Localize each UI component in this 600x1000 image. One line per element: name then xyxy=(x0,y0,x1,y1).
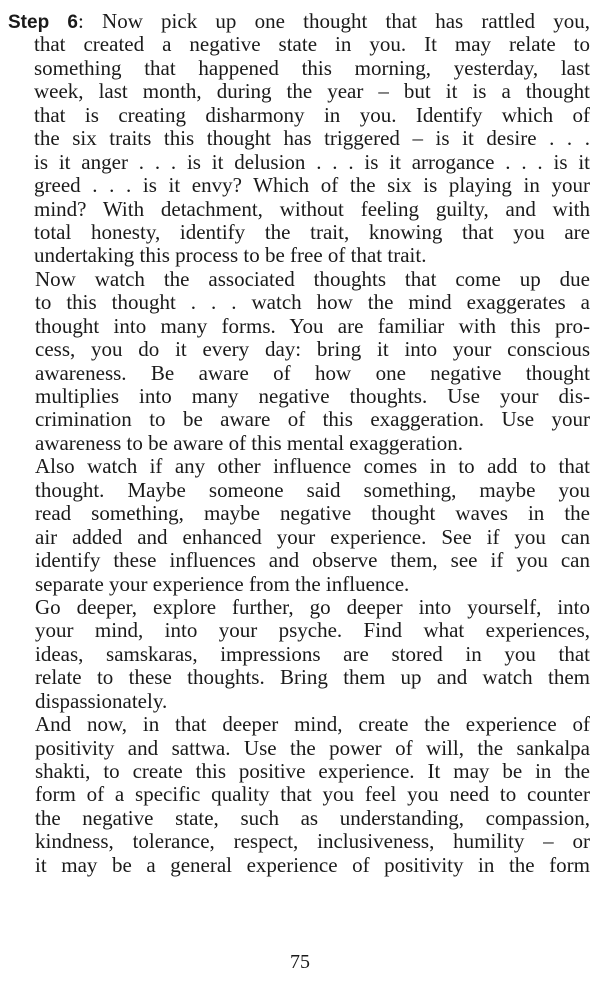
text-line: that is creating disharmony in you. Identify which of xyxy=(34,102,590,127)
text-line: something that happened this morning, yesterday, last xyxy=(34,55,590,80)
text-line: separate your experience from the influence. xyxy=(35,571,410,596)
text-line: awareness to be aware of this mental exaggeration. xyxy=(35,430,463,455)
text-line: awareness. Be aware of how one negative thought xyxy=(35,360,590,385)
text-line: that created a negative state in you. It may relate to xyxy=(34,32,590,57)
text-line: thought into many forms. You are familiar with this pro- xyxy=(35,313,590,338)
text-line: mind? With detachment, without feeling guilty, and with xyxy=(34,196,590,221)
text-line: is it anger . . . is it delusion . . . is it arrogance . . . is it xyxy=(34,149,590,174)
text-line: week, last month, during the year – but it is a thought xyxy=(34,79,590,104)
text-line: identify these influences and observe them, see if you can xyxy=(35,548,590,573)
text-line: thought. Maybe someone said something, maybe you xyxy=(35,477,590,502)
text-line: the six traits this thought has triggered – is it desire . . . xyxy=(34,126,590,151)
text-line: Go deeper, explore further, go deeper into yourself, into xyxy=(35,594,590,619)
text-line: the negative state, such as understanding, compassion, xyxy=(35,805,590,830)
text-line: form of a specific quality that you feel you need to counter xyxy=(35,782,590,807)
text-line: relate to these thoughts. Bring them up and watch them xyxy=(35,665,590,690)
text-line: air added and enhanced your experience. See if you can xyxy=(35,524,590,549)
text-line: undertaking this process to be free of that trait. xyxy=(34,243,427,268)
text-line: dispassionately. xyxy=(35,688,168,713)
page-number: 75 xyxy=(290,951,310,973)
text-line: to this thought . . . watch how the mind exaggerates a xyxy=(35,290,590,315)
text-line: your mind, into your psyche. Find what experiences, xyxy=(35,618,590,643)
text-line: Also watch if any other influence comes in to add to that xyxy=(35,454,590,479)
text-line: multiplies into many negative thoughts. Use your dis- xyxy=(35,384,590,408)
step-heading-line xyxy=(8,10,590,33)
text-line: Now watch the associated thoughts that come up due xyxy=(35,266,590,291)
text-line: crimination to be aware of this exaggeration. Use your xyxy=(35,407,590,432)
text-line: ideas, samskaras, impressions are stored in you that xyxy=(35,641,590,666)
text-line: total honesty, identify the trait, knowing that you are xyxy=(34,219,590,244)
text-line: cess, you do it every day: bring it into your conscious xyxy=(35,337,590,362)
text-line: And now, in that deeper mind, create the experience of xyxy=(35,712,590,737)
body-text xyxy=(8,10,590,877)
text-line: shakti, to create this positive experience. It may be in the xyxy=(35,759,590,783)
text-line: it may be a general experience of positivity in the form xyxy=(35,852,590,877)
step-label: Step 6 xyxy=(8,12,78,33)
text-line: positivity and sattwa. Use the power of will, the sankalpa xyxy=(35,735,590,760)
text-line: greed . . . is it envy? Which of the six is playing in your xyxy=(34,173,590,198)
step-first-line: : Now pick up one thought that has rattled you, xyxy=(77,9,590,33)
text-line: kindness, tolerance, respect, inclusiveness, humility – or xyxy=(35,829,590,854)
text-line: read something, maybe negative thought waves in the xyxy=(35,501,590,526)
